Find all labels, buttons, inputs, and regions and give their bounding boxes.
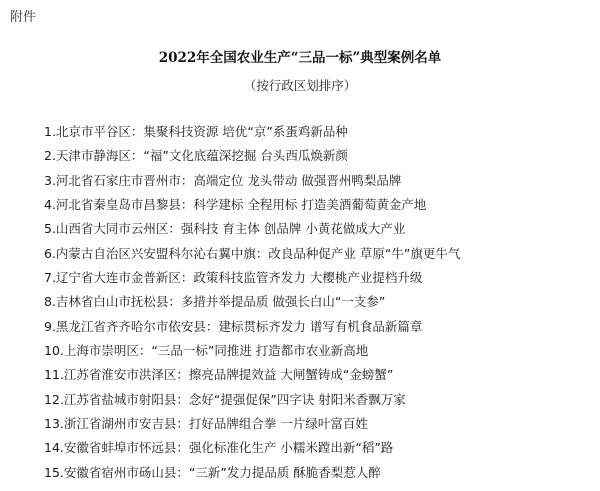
list-item: 12.江苏省盐城市射阳县：念好“提强促保”四字诀 射阳米香飘万家 xyxy=(44,391,406,407)
attachment-label: 附件 xyxy=(10,10,37,25)
list-item: 14.安徽省蚌埠市怀远县：强化标准化生产 小糯米蹚出新“稻”路 xyxy=(44,440,394,456)
list-item: 15.安徽省宿州市砀山县：“三新”发力提品质 酥脆香梨惹人醉 xyxy=(44,464,381,480)
list-item: 8.吉林省白山市抚松县：多措并举提品质 做强长白山“一支参” xyxy=(44,294,386,310)
list-item: 9.黑龙江省齐齐哈尔市依安县：建标贯标齐发力 谱写有机食品新篇章 xyxy=(44,318,423,334)
list-item: 11.江苏省淮安市洪泽区：擦亮品牌提效益 大闸蟹铸成“金螃蟹” xyxy=(44,367,394,383)
list-item: 1.北京市平谷区：集聚科技资源 培优“京”系蛋鸡新品种 xyxy=(44,124,348,139)
list-item: 10.上海市崇明区：“三品一标”同推进 打造都市农业新高地 xyxy=(44,343,369,359)
document-subtitle: （按行政区划排序） xyxy=(243,78,357,93)
list-item: 5.山西省大同市云州区：强科技 育主体 创品牌 小黄花做成大产业 xyxy=(44,221,406,237)
list-item: 3.河北省石家庄市晋州市：高端定位 龙头带动 做强晋州鸭梨品牌 xyxy=(44,172,402,188)
list-item: 6.内蒙古自治区兴安盟科尔沁右翼中旗：改良品种促产业 草原“牛”旗更牛气 xyxy=(44,245,461,261)
list-item: 13.浙江省湖州市安吉县：打好品牌组合拳 一片绿叶富百姓 xyxy=(44,416,368,432)
document-title: 2022年全国农业生产“三品一标”典型案例名单 xyxy=(158,50,442,66)
list-item: 7.辽宁省大连市金普新区：政策科技监管齐发力 大樱桃产业提档升级 xyxy=(44,270,423,286)
case-list xyxy=(44,120,460,485)
list-item: 2.天津市静海区：“福”文化底蕴深挖掘 台头西瓜焕新颜 xyxy=(44,148,348,164)
list-item: 4.河北省秦皇岛市昌黎县：科学建标 全程用标 打造美酒葡萄黄金产地 xyxy=(44,197,427,213)
